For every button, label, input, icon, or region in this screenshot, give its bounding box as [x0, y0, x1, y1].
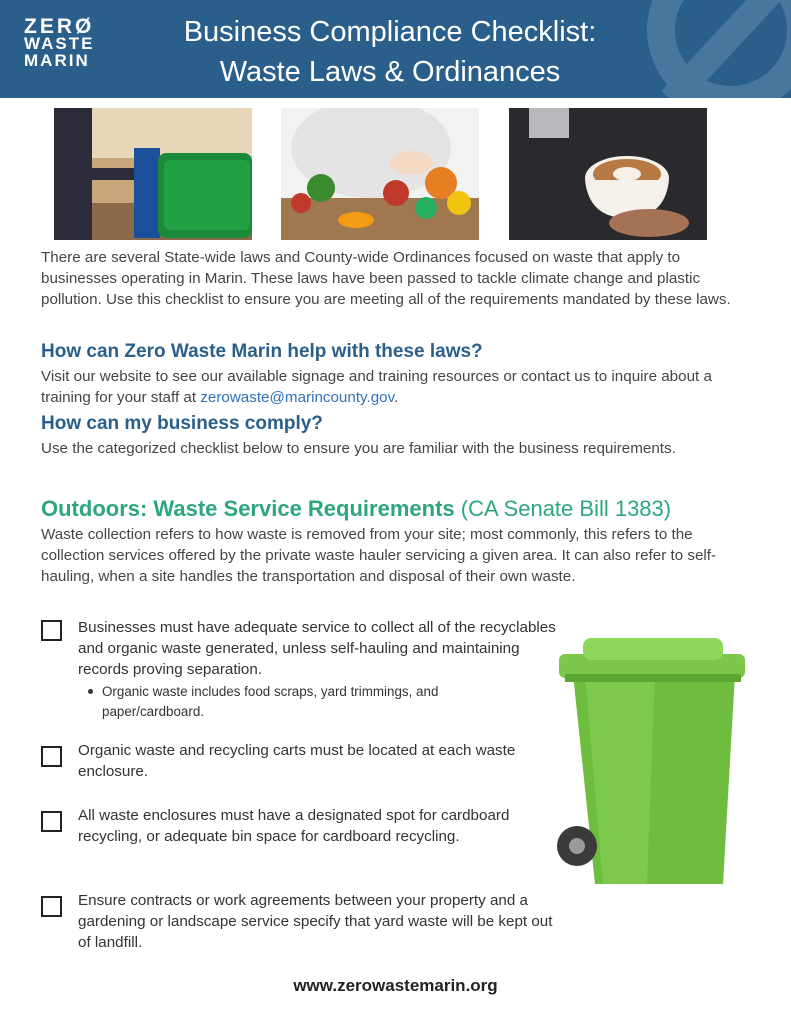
outdoors-heading-sub: (CA Senate Bill 1383) [460, 496, 672, 521]
logo-watermark-icon [631, 0, 791, 98]
logo-line-3: MARIN [24, 51, 90, 70]
photo-chef-image [281, 108, 479, 240]
photo-waste-bins-image [54, 108, 252, 240]
outdoors-paragraph: Waste collection refers to how waste is removed from your site; most commonly, this refers to the collection services offered by the private waste hauler servicing a given area. It can also refer to self-hauling, when a site handles the transportation and disposal of their own waste. [41, 526, 717, 585]
logo-line-2: WASTE [24, 34, 95, 53]
outdoors-heading-title: Outdoors: Waste Service Requirements [41, 496, 455, 521]
photo-latte-image [509, 108, 707, 240]
checklist-item-adequate-service: Businesses must have adequate service to collect all of the recyclables and organic waste generated, unless self-hauling and maintaining records proving separation. [78, 619, 556, 678]
checkbox-landscape-contracts[interactable] [41, 896, 62, 917]
outdoors-heading [41, 496, 671, 522]
photo-latte-art [509, 108, 707, 240]
checklist-item-cardboard-spot: All waste enclosures must have a designated spot for cardboard recycling, or adequate bin space for cardboard recycling. [78, 807, 510, 845]
bullet-dot-icon [88, 689, 93, 694]
footer-website[interactable]: www.zerowastemarin.org [293, 976, 498, 995]
help-body: Visit our website to see our available signage and training resources or contact us to inquire about a training for your staff at [41, 368, 712, 406]
help-heading: How can Zero Waste Marin help with these laws? [41, 341, 483, 362]
checklist-item-landscape-contracts: Ensure contracts or work agreements between your property and a gardening or landscape service specify that yard waste will be kept out of landfill. [78, 892, 553, 951]
bullet-organic-waste-text: Organic waste includes food scraps, yard trimmings, and paper/cardboard. [102, 684, 439, 719]
header-banner [0, 0, 791, 98]
bullet-organic-waste [102, 682, 522, 722]
help-paragraph [41, 366, 731, 408]
photo-chef-cutting-vegetables [281, 108, 479, 240]
title-line-2: Waste Laws & Ordinances [219, 56, 561, 88]
checkbox-carts-location[interactable] [41, 746, 62, 767]
checkbox-cardboard-spot[interactable] [41, 811, 62, 832]
page-title [140, 12, 640, 92]
comply-heading: How can my business comply? [41, 413, 323, 434]
photo-waste-bins [54, 108, 252, 240]
zero-waste-marin-logo [24, 15, 95, 70]
email-link[interactable]: zerowaste@marincounty.gov [200, 389, 395, 406]
checklist-item-carts-location: Organic waste and recycling carts must be located at each waste enclosure. [78, 742, 516, 780]
intro-paragraph: There are several State-wide laws and County-wide Ordinances focused on waste that apply to businesses operating in Marin. These laws have been passed to tackle climate change and plastic pollution. Use this checklist to ensure you are meeting all of the requirements mandated by these laws. [41, 249, 731, 308]
green-organics-cart-icon [555, 634, 750, 892]
help-period: . [394, 389, 399, 406]
checkbox-adequate-service[interactable] [41, 620, 62, 641]
logo-line-1: ZERØ [24, 15, 95, 38]
comply-paragraph: Use the categorized checklist below to ensure you are familiar with the business requirements. [41, 440, 676, 457]
title-line-1: Business Compliance Checklist: [183, 16, 597, 48]
